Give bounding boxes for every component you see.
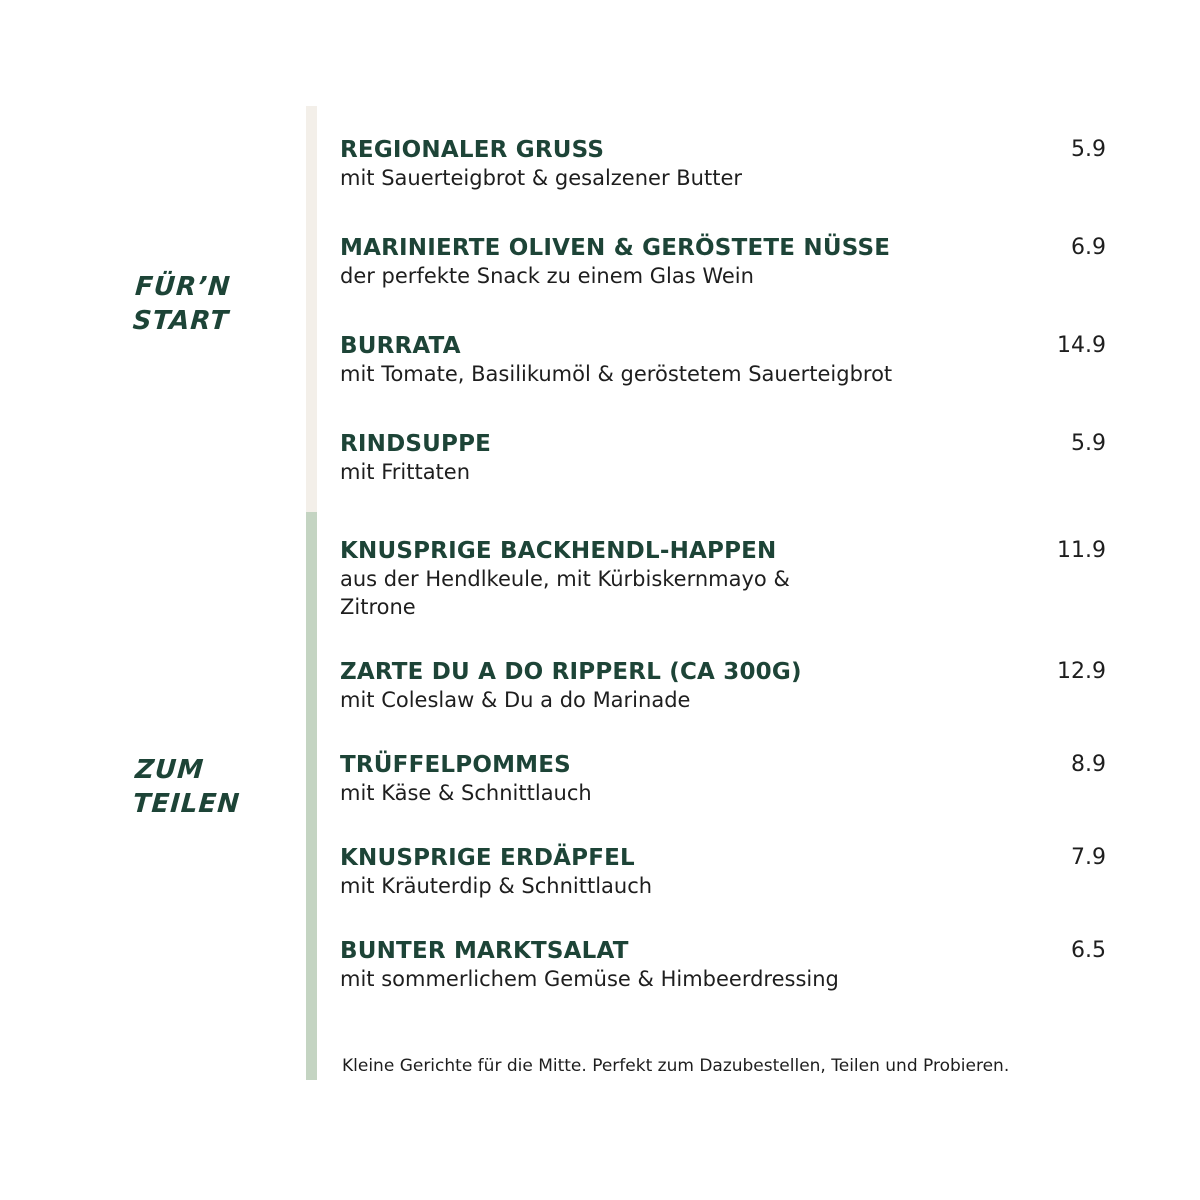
- menu-item-price: 11.9: [1057, 538, 1106, 563]
- menu-item-price: 14.9: [1057, 333, 1106, 358]
- menu-item-description: mit Tomate, Basilikumöl & geröstetem Sauerteigbrot: [340, 362, 893, 386]
- menu-item: [340, 430, 1106, 486]
- section-bar-share: [306, 512, 317, 1080]
- menu-item-description: mit Käse & Schnittlauch: [340, 781, 592, 805]
- menu-item-name: RINDSUPPE: [340, 431, 492, 457]
- menu-item-price: 7.9: [1071, 845, 1106, 870]
- menu-item-name: BURRATA: [340, 333, 461, 359]
- menu-item-description: aus der Hendlkeule, mit Kürbiskernmayo & Zitrone: [340, 567, 790, 619]
- menu-item-name: BUNTER MARKTSALAT: [340, 938, 629, 964]
- menu-item-price: 5.9: [1071, 137, 1106, 162]
- menu-item-name: MARINIERTE OLIVEN & GERÖSTETE NÜSSE: [340, 235, 891, 261]
- section-label-share: ZUM TEILEN: [131, 755, 242, 819]
- menu-item-name: TRÜFFELPOMMES: [340, 752, 571, 778]
- menu-item-name: ZARTE DU A DO RIPPERL (CA 300G): [340, 659, 802, 685]
- menu-item-description: mit Kräuterdip & Schnittlauch: [340, 874, 653, 898]
- menu-item: [340, 658, 1106, 714]
- menu-item: [340, 537, 1106, 621]
- footer-note: Kleine Gerichte für die Mitte. Perfekt zum Dazubestellen, Teilen und Probieren.: [342, 1056, 1010, 1076]
- menu-item-description: mit Sauerteigbrot & gesalzener Butter: [340, 166, 743, 190]
- menu-item-price: 6.9: [1071, 235, 1106, 260]
- menu-item-description: der perfekte Snack zu einem Glas Wein: [340, 264, 754, 288]
- menu-item-description: mit sommerlichem Gemüse & Himbeerdressing: [340, 967, 839, 991]
- menu-item-name: KNUSPRIGE BACKHENDL-HAPPEN: [340, 538, 777, 564]
- menu-item: [340, 332, 1106, 388]
- menu-item-name: REGIONALER GRUSS: [340, 137, 605, 163]
- menu-item-price: 6.5: [1071, 938, 1106, 963]
- menu-item-price: 5.9: [1071, 431, 1106, 456]
- menu-item-name: KNUSPRIGE ERDÄPFEL: [340, 845, 635, 871]
- menu-item: [340, 844, 1106, 900]
- menu-item-price: 12.9: [1057, 659, 1106, 684]
- menu-item-price: 8.9: [1071, 752, 1106, 777]
- menu-item-description: mit Coleslaw & Du a do Marinade: [340, 688, 691, 712]
- section-label-start: FÜR’N START: [131, 272, 232, 336]
- menu-item-description: mit Frittaten: [340, 460, 471, 484]
- menu-item: [340, 937, 1106, 993]
- section-bar-start: [306, 106, 317, 512]
- menu-item: [340, 234, 1106, 290]
- menu-item: [340, 136, 1106, 192]
- menu-item: [340, 751, 1106, 807]
